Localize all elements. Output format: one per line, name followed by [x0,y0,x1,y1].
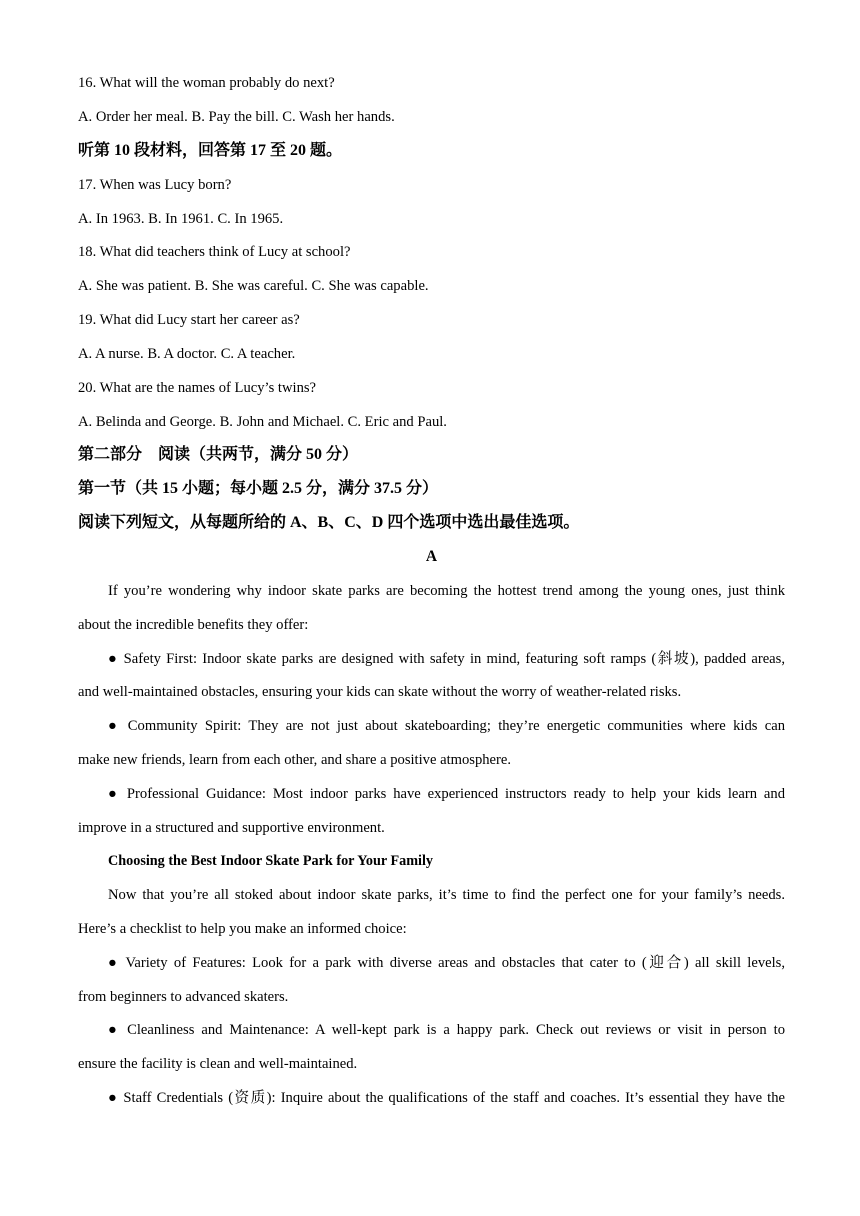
question-16-options: A. Order her meal. B. Pay the bill. C. Wash her hands. [78,109,395,125]
section-1-title: 第一节（共 15 小题；每小题 2.5 分，满分 37.5 分） [78,480,439,497]
passage-label: A [425,548,438,565]
checklist-staff-line-1: ● Staff Credentials (资质): Inquire about the qualifications of the staff and coaches. It’s essential they have the [108,1090,785,1106]
question-18-options: A. She was patient. B. She was careful. C. She was capable. [78,278,429,294]
checklist-variety-line-1: ● Variety of Features: Look for a park with diverse areas and obstacles that cater to (迎合) all skill levels, [108,955,785,971]
benefit-community-line-2: make new friends, learn from each other, and share a positive atmosphere. [78,752,512,768]
part-2-title: 第二部分 阅读（共两节，满分 50 分） [78,446,359,463]
question-17-options: A. In 1963. B. In 1961. C. In 1965. [78,211,284,227]
benefit-safety-line-2: and well-maintained obstacles, ensuring your kids can skate without the worry of weather-related risks. [78,684,682,700]
intro-line-2: about the incredible benefits they offer: [78,617,309,633]
reading-instruction: 阅读下列短文，从每题所给的 A、B、C、D 四个选项中选出最佳选项。 [78,514,580,531]
checklist-intro-line-2: Here’s a checklist to help you make an informed choice: [78,921,407,937]
checklist-variety-line-2: from beginners to advanced skaters. [78,989,289,1005]
benefit-guidance-line-2: improve in a structured and supportive environment. [78,820,385,836]
benefit-safety-line-1: ● Safety First: Indoor skate parks are designed with safety in mind, featuring soft ramps (斜坡), padded areas, [108,651,785,667]
checklist-cleanliness-line-2: ensure the facility is clean and well-maintained. [78,1056,358,1072]
checklist-cleanliness-line-1: ● Cleanliness and Maintenance: A well-kept park is a happy park. Check out reviews or visit in person to [108,1022,785,1038]
question-20-options: A. Belinda and George. B. John and Michael. C. Eric and Paul. [78,414,447,430]
question-19: 19. What did Lucy start her career as? [78,312,300,328]
intro-line-1: If you’re wondering why indoor skate parks are becoming the hottest trend among the young ones, just think [108,583,785,599]
section-10-heading: 听第 10 段材料，回答第 17 至 20 题。 [78,142,343,159]
question-17: 17. When was Lucy born? [78,177,232,193]
question-18: 18. What did teachers think of Lucy at school? [78,244,351,260]
benefit-guidance-line-1: ● Professional Guidance: Most indoor parks have experienced instructors ready to help your kids learn and [108,786,785,802]
question-16: 16. What will the woman probably do next? [78,75,335,91]
subheading: Choosing the Best Indoor Skate Park for Your Family [108,853,434,869]
checklist-intro-line-1: Now that you’re all stoked about indoor skate parks, it’s time to find the perfect one for your family’s needs. [108,887,785,903]
question-20: 20. What are the names of Lucy’s twins? [78,380,317,396]
question-19-options: A. A nurse. B. A doctor. C. A teacher. [78,346,296,362]
benefit-community-line-1: ● Community Spirit: They are not just about skateboarding; they’re energetic communities where kids can [108,718,785,734]
